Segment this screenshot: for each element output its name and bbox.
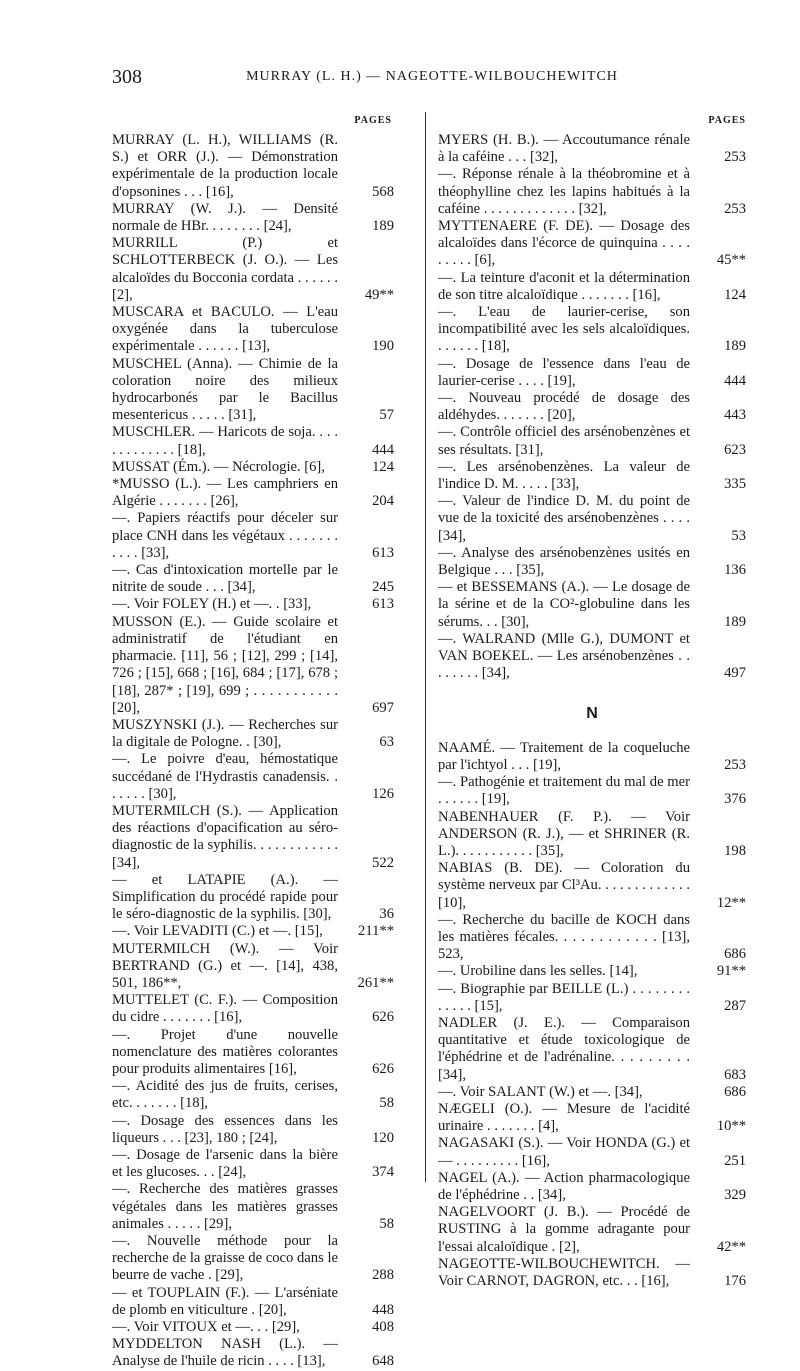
entry-text: —. Valeur de l'indice D. M. du point de vue de la toxicité des arsénobenzènes . . . . [34], <box>438 493 690 544</box>
index-entry <box>438 270 746 304</box>
entry-page-number: 253 <box>724 200 746 217</box>
entry-text: —. Cas d'intoxication mortelle par le nitrite de soude . . . [34], <box>112 562 338 596</box>
entry-text: NAGELVOORT (J. B.). — Procédé de RUSTING à la gomme adragante pour l'essai alcaloïdique . [2], <box>438 1204 690 1255</box>
entry-text: *MUSSO (L.). — Les camphriers en Algérie . . . . . . . [26], <box>112 476 338 510</box>
entry-text: NAGEOTTE-WILBOUCHEWITCH. — Voir CARNOT, DAGRON, etc. . . [16], <box>438 1255 690 1289</box>
entry-page-number: 36 <box>379 906 394 923</box>
right-column-m-entries <box>438 132 746 683</box>
entry-text: MUTERMILCH (W.). — Voir BERTRAND (G.) et —. [14], 438, 501, 186**, <box>112 940 338 991</box>
entry-page-number: 253 <box>724 756 746 773</box>
entry-text: —. Voir LEVADITI (C.) et —. [15], <box>112 923 323 940</box>
entry-text: MYTTENAERE (F. DE). — Dosage des alcaloïdes dans l'écorce de quinquina . . . . . . . . . [6], <box>438 218 690 269</box>
index-entry <box>112 304 394 356</box>
entry-page-number: 49** <box>364 286 394 303</box>
entry-text: —. Nouvelle méthode pour la recherche de la graisse de coco dans le beurre de vache . [29], <box>112 1233 338 1284</box>
entry-page-number: 53 <box>731 527 746 544</box>
entry-page-number: 245 <box>372 579 394 596</box>
index-entry <box>112 1319 394 1336</box>
entry-text: MUTTELET (C. F.). — Composition du cidre . . . . . . . [16], <box>112 992 338 1026</box>
entry-text: MUSCHEL (Anna). — Chimie de la coloration noire des milieux hydrocarbonés par le Bacillus mesentericus . . . . . [31], <box>112 355 338 424</box>
entry-text: —. Projet d'une nouvelle nomenclature des matières colorantes pour produits alimentaires [16], <box>112 1026 338 1077</box>
index-entry <box>438 1015 746 1084</box>
entry-text: —. Contrôle officiel des arsénobenzènes et ses résultats. [31], <box>438 424 690 458</box>
entry-page-number: 288 <box>372 1267 394 1284</box>
pages-label-right: PAGES <box>708 115 746 126</box>
index-entry <box>112 1027 394 1079</box>
page-header <box>112 66 752 94</box>
index-entry <box>112 717 394 751</box>
index-entry <box>112 1147 394 1181</box>
entry-text: MYERS (H. B.). — Accoutumance rénale à la caféine . . . [32], <box>438 132 690 166</box>
index-entry <box>438 356 746 390</box>
index-entry <box>438 1084 746 1101</box>
entry-page-number: 124 <box>724 286 746 303</box>
index-entry <box>438 1135 746 1169</box>
index-entry <box>438 132 746 166</box>
entry-text: MURRAY (W. J.). — Densité normale de HBr. . . . . . . . [24], <box>112 200 338 235</box>
entry-text: —. Dosage des essences dans les liqueurs . . . [23], 180 ; [24], <box>112 1112 338 1146</box>
entry-page-number: 189 <box>724 613 746 630</box>
index-entry <box>438 981 746 1015</box>
index-entry <box>112 476 394 510</box>
entry-text: —. Dosage de l'arsenic dans la bière et les glucoses. . . [24], <box>112 1146 338 1181</box>
entry-page-number: 251 <box>724 1152 746 1169</box>
entry-page-number: 58 <box>379 1095 394 1112</box>
entry-page-number: 253 <box>724 149 746 166</box>
index-entry <box>112 201 394 235</box>
entry-page-number: 568 <box>372 183 394 200</box>
index-entry <box>438 166 746 218</box>
entry-text: MUSSAT (Ém.). — Nécrologie. [6], <box>112 458 325 475</box>
entry-page-number: 408 <box>372 1319 394 1336</box>
entry-page-number: 497 <box>724 665 746 682</box>
index-entry <box>112 1233 394 1285</box>
entry-page-number: 335 <box>724 476 746 493</box>
entry-text: —. Papiers réactifs pour déceler sur place CNH dans les végétaux . . . . . . . . . . . [33], <box>112 510 338 561</box>
index-entry <box>438 459 746 493</box>
entry-text: — et TOUPLAIN (F.). — L'arséniate de plomb en viticulture . [20], <box>112 1284 338 1318</box>
entry-text: —. Réponse rénale à la théobromine et à théophylline chez les lapins habitués à la caféine . . . . . . . . . . . . . [32], <box>438 166 690 217</box>
index-entry <box>438 1204 746 1256</box>
index-entry <box>438 218 746 270</box>
entry-page-number: 648 <box>372 1353 394 1370</box>
entry-text: —. WALRAND (Mlle G.), DUMONT et VAN BOEKEL. — Les arsénobenzènes . . . . . . . . [34], <box>438 630 690 682</box>
entry-text: —. Nouveau procédé de dosage des aldéhydes. . . . . . . [20], <box>438 390 690 424</box>
index-entry <box>112 424 394 458</box>
entry-page-number: 204 <box>372 493 394 510</box>
index-entry <box>438 579 746 631</box>
entry-text: —. Analyse des arsénobenzènes usités en Belgique . . . [35], <box>438 544 690 579</box>
entry-page-number: 120 <box>372 1129 394 1146</box>
index-entry <box>112 803 394 872</box>
index-entry <box>112 132 394 201</box>
index-entry <box>112 992 394 1026</box>
entry-page-number: 10** <box>716 1118 746 1135</box>
index-entry <box>438 424 746 458</box>
entry-text: NABENHAUER (F. P.). — Voir ANDERSON (R. J.), — et SHRINER (R. L.). . . . . . . . . . . [35], <box>438 808 690 859</box>
index-entry <box>112 872 394 924</box>
entry-text: MUSCHLER. — Haricots de soja. . . . . . . . . . . . . [18], <box>112 424 338 458</box>
entry-page-number: 686 <box>724 946 746 963</box>
entry-page-number: 686 <box>724 1083 746 1100</box>
entry-text: —. Acidité des jus de fruits, cerises, etc. . . . . . . [18], <box>112 1078 338 1112</box>
entry-page-number: 626 <box>372 1009 394 1026</box>
letter-heading: N <box>586 704 598 722</box>
entry-text: —. Recherche des matières grasses végétales dans les matières grasses animales . . . . . [29], <box>112 1181 338 1232</box>
index-entry <box>438 740 746 774</box>
index-entry <box>112 941 394 993</box>
entry-page-number: 448 <box>372 1301 394 1318</box>
entry-page-number: 176 <box>724 1273 746 1289</box>
entry-page-number: 189 <box>724 338 746 355</box>
entry-page-number: 91** <box>716 963 746 980</box>
index-entry <box>438 860 746 912</box>
entry-text: MURRILL (P.) et SCHLOTTERBECK (J. O.). — Les alcaloïdes du Bocconia cordata . . . . . . [2], <box>112 235 338 303</box>
entry-text: MYDDELTON NASH (L.). — Analyse de l'huile de ricin . . . . [13], <box>112 1336 338 1370</box>
entry-page-number: 376 <box>724 791 746 808</box>
index-entry <box>112 614 394 717</box>
entry-text: NAAMÉ. — Traitement de la coqueluche par l'ichtyol . . . [19], <box>438 739 690 773</box>
entry-page-number: 42** <box>716 1238 746 1255</box>
entry-page-number: 198 <box>724 842 746 859</box>
entry-page-number: 63 <box>379 734 394 751</box>
entry-page-number: 443 <box>724 407 746 424</box>
index-entry <box>112 562 394 596</box>
entry-text: MUSCARA et BACULO. — L'eau oxygénée dans la tuberculose expérimentale . . . . . . [13], <box>112 304 338 355</box>
entry-page-number: 613 <box>372 544 394 561</box>
index-entry <box>112 1181 394 1233</box>
entry-text: —. Biographie par BEILLE (L.) . . . . . . . . . . . . . [15], <box>438 980 690 1014</box>
entry-page-number: 444 <box>724 372 746 389</box>
entry-text: NAGASAKI (S.). — Voir HONDA (G.) et — . . . . . . . . . [16], <box>438 1135 690 1169</box>
entry-text: —. Voir VITOUX et —. . . [29], <box>112 1319 300 1336</box>
entry-page-number: 57 <box>379 407 394 424</box>
index-entry <box>438 304 746 356</box>
entry-text: —. Le poivre d'eau, hémostatique succédané de l'Hydrastis canadensis. . . . . . . [30], <box>112 751 338 802</box>
index-entry <box>438 963 746 980</box>
entry-page-number: 58 <box>379 1215 394 1232</box>
entry-text: —. Voir SALANT (W.) et —. [34], <box>438 1083 643 1100</box>
column-divider <box>425 112 426 1182</box>
entry-page-number: 626 <box>372 1060 394 1077</box>
index-entry <box>438 1101 746 1135</box>
entry-text: —. Urobiline dans les selles. [14], <box>438 963 638 980</box>
entry-text: —. Dosage de l'essence dans l'eau de laurier-cerise . . . . [19], <box>438 355 690 389</box>
entry-text: —. Voir FOLEY (H.) et —. . [33], <box>112 596 312 613</box>
entry-text: — et BESSEMANS (A.). — Le dosage de la sérine et de la CO²-globuline dans les sérums. . . [30], <box>438 579 690 630</box>
index-entry <box>438 809 746 861</box>
entry-text: NÆGELI (O.). — Mesure de l'acidité urinaire . . . . . . . [4], <box>438 1100 690 1135</box>
index-entry <box>438 774 746 808</box>
index-entry <box>112 923 394 940</box>
index-entry <box>438 390 746 424</box>
entry-page-number: 697 <box>372 699 394 716</box>
entry-page-number: 124 <box>372 458 394 475</box>
left-column <box>112 132 394 1371</box>
entry-page-number: 683 <box>724 1066 746 1083</box>
entry-text: MUTERMILCH (S.). — Application des réactions d'opacification au séro-diagnostic de la syphilis. . . . . . . . . . . . [34], <box>112 802 338 871</box>
index-entry <box>112 235 394 304</box>
entry-text: —. L'eau de laurier-cerise, son incompatibilité avec les sels alcaloïdiques. . . . . . . [18], <box>438 304 690 355</box>
entry-text: —. Recherche du bacille de KOCH dans les matières fécales. . . . . . . . . . . . [13], 523, <box>438 911 690 963</box>
entry-page-number: 211** <box>358 923 394 940</box>
entry-page-number: 329 <box>724 1186 746 1203</box>
entry-page-number: 126 <box>372 785 394 802</box>
entry-text: NADLER (J. E.). — Comparaison quantitative et étude toxicologique de l'éphédrine et de l'adrénaline. . . . . . . . . [34], <box>438 1014 690 1083</box>
entry-page-number: 613 <box>372 596 394 613</box>
pages-label-left: PAGES <box>354 115 392 126</box>
index-entry <box>112 596 394 613</box>
right-column-n-entries <box>438 740 746 1291</box>
running-head: MURRAY (L. H.) — NAGEOTTE-WILBOUCHEWITCH <box>246 69 618 84</box>
page-number: 308 <box>112 66 142 88</box>
entry-text: NAGEL (A.). — Action pharmacologique de l'éphédrine . . [34], <box>438 1169 690 1203</box>
index-entry <box>438 631 746 683</box>
entry-page-number: 45** <box>716 252 746 269</box>
entry-text: — et LATAPIE (A.). — Simplification du procédé rapide pour le séro-diagnostic de la syphilis. [30], <box>112 871 338 923</box>
entry-text: MURRAY (L. H.), WILLIAMS (R. S.) et ORR (J.). — Démonstration expérimentale de la production locale d'opsonines . . . [16], <box>112 132 338 200</box>
right-column <box>438 132 746 1290</box>
entry-page-number: 189 <box>372 218 394 235</box>
index-entry <box>112 1336 394 1370</box>
index-entry <box>112 459 394 476</box>
index-entry <box>112 751 394 803</box>
index-entry <box>438 545 746 579</box>
index-entry <box>112 356 394 425</box>
index-entry <box>112 1113 394 1147</box>
entry-text: —. Pathogénie et traitement du mal de mer . . . . . . [19], <box>438 774 690 808</box>
index-entry <box>438 912 746 964</box>
entry-text: MUSSON (E.). — Guide scolaire et administratif de l'étudiant en pharmacie. [11], 56 ; [12], 299 ; [14], 726 ; [15], 668 ; [16], 684 ; [17], 678 ; [18], 287* ; [19], 699 ; . . . . . . . . . . . [20], <box>112 613 338 716</box>
index-entry <box>438 493 746 545</box>
entry-page-number: 287 <box>724 997 746 1014</box>
index-entry <box>438 1256 746 1290</box>
entry-page-number: 374 <box>372 1164 394 1181</box>
entry-page-number: 261** <box>357 974 394 991</box>
index-entry <box>112 1078 394 1112</box>
entry-page-number: 444 <box>372 441 394 458</box>
index-entry <box>112 510 394 562</box>
index-entry <box>438 1170 746 1204</box>
entry-text: NABIAS (B. DE). — Coloration du système nerveux par Cl³Au. . . . . . . . . . . . . [10], <box>438 860 690 911</box>
entry-text: —. La teinture d'aconit et la détermination de son titre alcaloïdique . . . . . . . [16], <box>438 269 690 303</box>
entry-page-number: 136 <box>724 562 746 579</box>
entry-page-number: 190 <box>372 338 394 355</box>
entry-page-number: 623 <box>724 441 746 458</box>
entry-page-number: 522 <box>372 854 394 871</box>
entry-text: MUSZYNSKI (J.). — Recherches sur la digitale de Pologne. . [30], <box>112 716 338 751</box>
entry-text: —. Les arsénobenzènes. La valeur de l'indice D. M. . . . . [33], <box>438 458 690 493</box>
entry-page-number: 12** <box>716 894 746 911</box>
